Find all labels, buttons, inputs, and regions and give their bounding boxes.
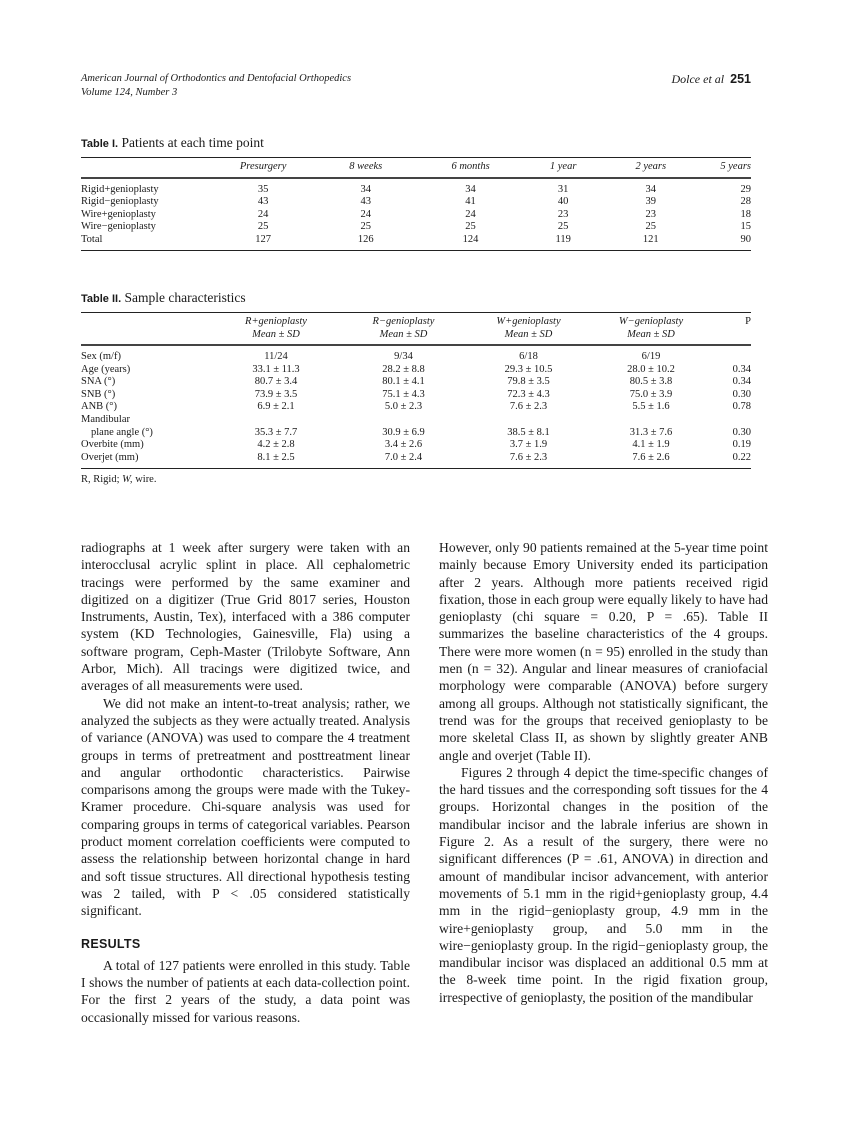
p-value: 0.30	[732, 388, 751, 400]
table-1-header	[81, 158, 214, 178]
table-row	[81, 401, 751, 414]
cell: 38.5 ± 8.1	[507, 426, 550, 438]
cell: 24	[360, 208, 372, 220]
cell	[211, 414, 341, 427]
table-row	[81, 178, 751, 197]
cell: 41	[465, 196, 476, 208]
row-label: Total	[81, 233, 103, 245]
table-1-header: 1 year	[549, 161, 577, 172]
running-head	[81, 72, 751, 100]
cell: 28	[740, 196, 751, 208]
cell: 29.3 ± 10.5	[504, 363, 553, 375]
cell: 7.6 ± 2.3	[509, 451, 548, 463]
cell: 75.1 ± 4.3	[382, 388, 425, 400]
running-head-right	[671, 72, 751, 86]
author-names: Dolce et al	[671, 72, 725, 86]
table-row	[81, 389, 751, 402]
table-2-caption	[81, 290, 751, 306]
cell: 3.7 ± 1.9	[509, 439, 548, 451]
group-name: R−genioplasty	[372, 316, 435, 327]
footnote-text: R, Rigid;	[81, 474, 123, 486]
section-heading-results: RESULTS	[81, 936, 141, 951]
cell: 4.2 ± 2.8	[257, 439, 295, 451]
cell: 75.0 ± 3.9	[629, 388, 673, 400]
table-2-header-row	[81, 313, 751, 346]
table-1	[81, 135, 751, 251]
paragraph: However, only 90 patients remained at the 5-year time point mainly because Emory University ended its participation after 2 years. Although more patients received rigid fixation, those in each group were equally likely to have had genioplasty (chi square = 0.20, P = .65). Table II summarizes the baseline characteristics of the 4 groups. There were more women (n = 95) enrolled in the study than men (n = 32). Angular and linear measures of craniofacial morphology were comparable (ANOVA) before surgery among all groups. Although not statistically significant, the trend was for the groups that received genioplasty to be more skeletal Class II, as shown by slightly greater ANB angle and overjet (Table II).	[439, 540, 768, 763]
cell: 119	[555, 233, 571, 245]
stat-label: Mean ± SD	[627, 328, 675, 340]
paragraph: A total of 127 patients were enrolled in this study. Table I shows the number of patients at each data-collection point. For the first 2 years of the study, a data point was occasionally missed for various reasons.	[81, 957, 410, 1025]
cell: 7.6 ± 2.6	[632, 451, 670, 463]
table-row	[81, 452, 751, 469]
table-1-header: 2 years	[635, 161, 667, 172]
paragraph: radiographs at 1 week after surgery were taken with an interocclusal acrylic splint in place. All cephalometric tracings were performed by the same examiner and digitized on a digitizer (True Grid 8017 series, Houston Instruments, Austin, Tex), interfaced with a 386 computer system (KD Technologies, Gainesville, Fla) using a software program, Ceph-Master (Trilobyte Software, Ann Arbor, Mich). All tracings were digitized twice, and averages of all measurements were used.	[81, 540, 410, 694]
table-row	[81, 376, 751, 389]
cell: 4.1 ± 1.9	[632, 439, 670, 451]
cell: 5.0 ± 2.3	[384, 401, 423, 413]
journal-volume: Volume 124, Number 3	[81, 87, 178, 98]
table-1-grid	[81, 157, 751, 251]
table-2-header-r-minus	[341, 313, 466, 346]
row-label: ANB (°)	[81, 401, 117, 413]
table-1-caption	[81, 135, 751, 151]
body-column-left	[81, 539, 410, 1026]
table-2-title: Sample characteristics	[124, 290, 246, 305]
cell	[466, 414, 591, 427]
cell	[341, 414, 466, 427]
cell: 34	[465, 183, 476, 195]
cell: 24	[465, 208, 476, 220]
table-2-header-w-minus	[591, 313, 711, 346]
stat-label: Mean ± SD	[252, 328, 300, 340]
cell: 35	[257, 183, 269, 195]
cell: 18	[740, 208, 751, 220]
table-2-label: Table II.	[81, 293, 122, 305]
cell: 126	[357, 233, 374, 245]
page-number: 251	[730, 72, 751, 86]
footnote-abbrev: W,	[122, 474, 133, 486]
table-row	[81, 196, 751, 209]
table-row	[81, 209, 751, 222]
cell: 80.5 ± 3.8	[629, 376, 673, 388]
cell: 29	[740, 183, 751, 195]
table-row	[81, 345, 751, 364]
table-2-header-p: P	[745, 316, 751, 327]
row-label: Wire+genioplasty	[81, 208, 156, 220]
journal-title: American Journal of Orthodontics and Dentofacial Orthopedics	[81, 73, 352, 84]
cell: 7.6 ± 2.3	[509, 401, 548, 413]
cell: 30.9 ± 6.9	[382, 426, 425, 438]
p-value: 0.34	[732, 363, 751, 375]
cell: 72.3 ± 4.3	[507, 388, 550, 400]
table-1-header: 5 years	[720, 161, 751, 172]
row-label: Overbite (mm)	[81, 439, 144, 451]
cell: 9/34	[394, 351, 413, 362]
group-name: W+genioplasty	[496, 316, 561, 327]
p-value: 0.78	[732, 401, 751, 413]
cell: 11/24	[264, 351, 288, 362]
table-2-footnote	[81, 474, 751, 485]
cell: 25	[557, 221, 569, 233]
table-2-grid	[81, 312, 751, 469]
cell: 8.1 ± 2.5	[257, 451, 295, 463]
cell: 28.2 ± 8.8	[382, 363, 425, 375]
p-value: 0.22	[732, 451, 751, 463]
row-label: Wire−genioplasty	[81, 221, 156, 233]
cell: 43	[257, 196, 269, 208]
table-1-header-row	[81, 158, 751, 178]
cell: 39	[645, 196, 657, 208]
cell: 35.3 ± 7.7	[254, 426, 298, 438]
table-2-header-r-plus	[211, 313, 341, 346]
cell: 127	[255, 233, 271, 245]
cell: 7.0 ± 2.4	[384, 451, 423, 463]
stat-label: Mean ± SD	[504, 328, 553, 340]
cell: 80.7 ± 3.4	[254, 376, 298, 388]
cell: 43	[360, 196, 372, 208]
cell: 34	[645, 183, 657, 195]
cell: 124	[462, 233, 479, 245]
cell: 33.1 ± 11.3	[252, 363, 300, 375]
p-value	[711, 414, 751, 427]
cell: 31	[557, 183, 569, 195]
table-row-total	[81, 234, 751, 251]
stat-label: Mean ± SD	[379, 328, 428, 340]
group-name: W−genioplasty	[618, 316, 684, 327]
cell: 25	[257, 221, 269, 233]
cell	[591, 414, 711, 427]
paragraph: Figures 2 through 4 depict the time-specific changes of the hard tissues and the corresponding soft tissues for the 4 groups. Horizontal changes in the position of the mandibular incisor and the labrale inferius are shown in Figure 2. As a result of the surgery, there were no significant differences (P = .61, ANOVA) in direction and amount of mandibular incisor advancement, with anterior movements of 5.1 mm in the rigid+genioplasty group, 4.4 mm in the rigid−genioplasty group, 4.9 mm in the wire+genioplasty group, and 5.0 mm in the wire−genioplasty group. In the rigid−genioplasty group, the mandibular incisor was displaced an additional 0.5 mm at the 8-week time point. In the rigid fixation group, irrespective of genioplasty, the position of the mandibular	[439, 764, 768, 1005]
table-2-header	[81, 313, 211, 346]
table-2-header-w-plus	[466, 313, 591, 346]
body-column-right	[439, 539, 768, 1006]
table-row	[81, 414, 751, 427]
cell: 25	[465, 221, 476, 233]
table-row	[81, 427, 751, 440]
cell: 6.9 ± 2.1	[257, 401, 295, 413]
row-label: Mandibular	[81, 413, 130, 425]
row-label: Sex (m/f)	[81, 351, 121, 362]
table-row	[81, 439, 751, 452]
cell: 25	[360, 221, 372, 233]
row-label: Age (years)	[81, 363, 131, 375]
group-name: R+genioplasty	[245, 316, 307, 327]
cell: 6/19	[641, 351, 661, 362]
cell: 79.8 ± 3.5	[507, 376, 550, 388]
row-label: Rigid−genioplasty	[81, 196, 159, 208]
row-label: SNA (°)	[81, 376, 116, 388]
table-1-title: Patients at each time point	[121, 135, 264, 150]
cell: 90	[740, 233, 751, 245]
paragraph: We did not make an intent-to-treat analysis; rather, we analyzed the subjects as they were actually treated. Analysis of variance (ANOVA) was used to compare the 4 treatment groups in terms of pretreatment and posttreatment linear and angular orthodontic characteristics. Pairwise comparisons among the groups were made with the Tukey-Kramer procedure. Chi-square analysis was used for comparing groups in terms of categorical variables. Pearson product moment correlation coefficients were computed to assess the relationship between horizontal change in hard and soft tissue structures. All directional hypothesis testing was 2 tailed, with P < .05 considered statistically significant.	[81, 695, 410, 919]
footnote-text: wire.	[132, 474, 157, 486]
cell: 24	[257, 208, 269, 220]
p-value: 0.30	[732, 426, 751, 438]
row-label: Overjet (mm)	[81, 451, 139, 463]
cell: 23	[557, 208, 569, 220]
cell: 31.3 ± 7.6	[629, 426, 673, 438]
p-value	[711, 345, 751, 364]
cell: 40	[557, 196, 569, 208]
row-label: SNB (°)	[81, 388, 116, 400]
table-2	[81, 290, 751, 485]
cell: 5.5 ± 1.6	[632, 401, 670, 413]
cell: 3.4 ± 2.6	[384, 439, 423, 451]
table-1-label: Table I.	[81, 138, 119, 150]
cell: 6/18	[519, 351, 538, 362]
table-1-header: Presurgery	[239, 161, 287, 172]
cell: 25	[645, 221, 657, 233]
cell: 80.1 ± 4.1	[382, 376, 425, 388]
table-row	[81, 221, 751, 234]
table-row	[81, 364, 751, 377]
table-1-header: 6 months	[451, 161, 490, 172]
p-value: 0.34	[732, 376, 751, 388]
cell: 34	[360, 183, 372, 195]
row-label: Rigid+genioplasty	[81, 183, 159, 195]
cell: 73.9 ± 3.5	[254, 388, 298, 400]
p-value: 0.19	[732, 439, 751, 451]
table-1-header: 8 weeks	[349, 161, 383, 172]
cell: 121	[642, 233, 659, 245]
row-label: plane angle (°)	[91, 426, 153, 438]
cell: 15	[740, 221, 751, 233]
cell: 23	[645, 208, 657, 220]
cell: 28.0 ± 10.2	[627, 363, 675, 375]
